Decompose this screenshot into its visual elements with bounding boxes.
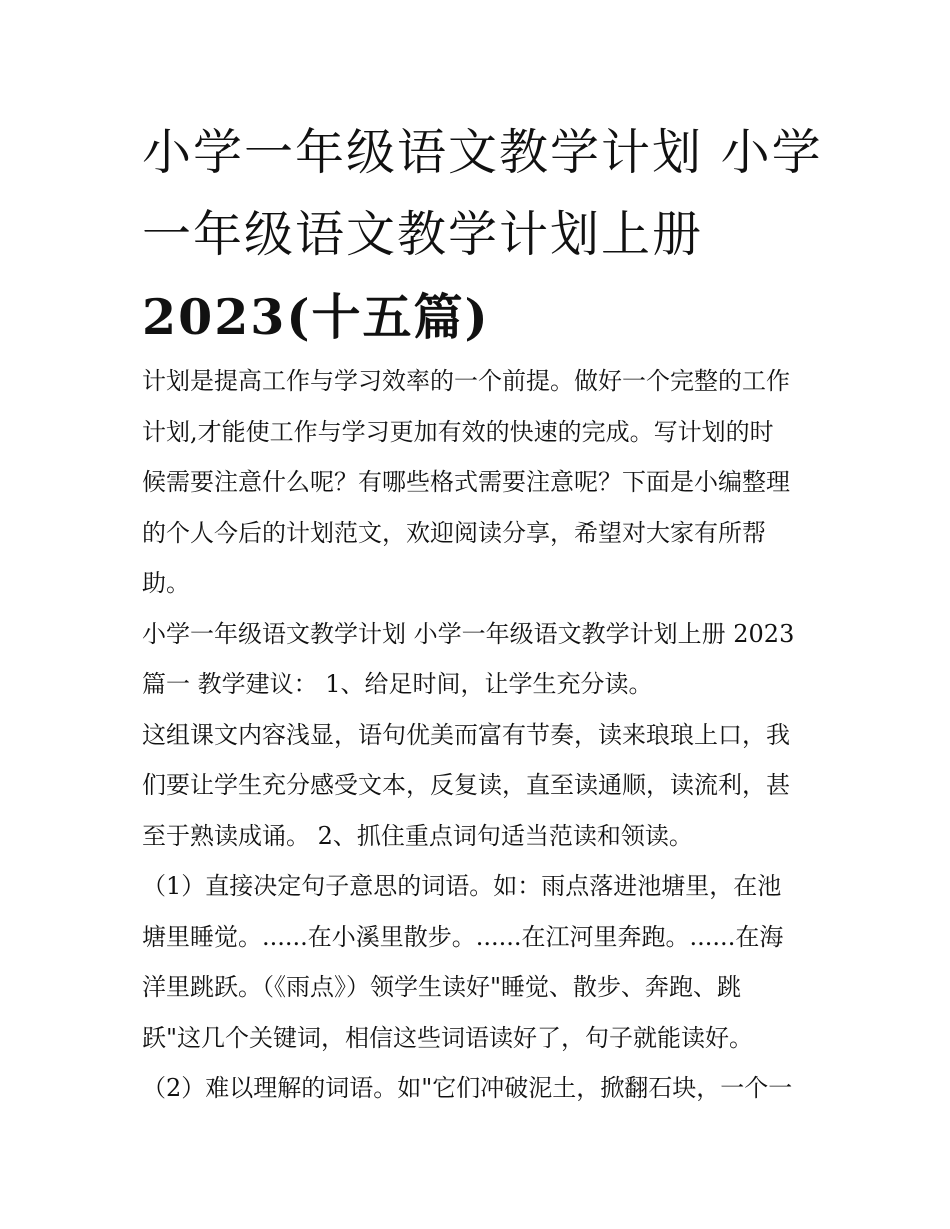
document-title (142, 112, 822, 358)
body-line: 篇一 教学建议： 1、给足时间，让学生充分读。 (142, 670, 653, 698)
document-body (142, 356, 822, 1114)
title-line: 小学一年级语文教学计划 小学 (142, 124, 823, 181)
body-line: 助。 (142, 569, 190, 597)
body-line: （1）直接决定句子意思的词语。如：雨点落进池塘里，在池 (142, 872, 782, 900)
body-line: 小学一年级语文教学计划 小学一年级语文教学计划上册 2023 (142, 619, 795, 648)
title-line: 2023(十五篇) (142, 288, 490, 346)
body-line: 计划是提高工作与学习效率的一个前提。做好一个完整的工作 (142, 367, 790, 395)
body-line: 候需要注意什么呢？有哪些格式需要注意呢？下面是小编整理 (142, 468, 790, 496)
title-line: 一年级语文教学计划上册 (142, 206, 704, 263)
body-line: 计划,才能使工作与学习更加有效的快速的完成。写计划的时 (142, 417, 774, 446)
body-line: （2）难以理解的词语。如"它们冲破泥土，掀翻石块，一个一 (142, 1074, 793, 1102)
body-line: 们要让学生充分感受文本，反复读，直至读通顺，读流利，甚 (142, 771, 790, 799)
body-line: 塘里睡觉。......在小溪里散步。......在江河里奔跑。......在海 (142, 922, 784, 951)
body-line: 这组课文内容浅显，语句优美而富有节奏，读来琅琅上口，我 (142, 720, 790, 749)
body-line: 至于熟读成诵。 2、抓住重点词句适当范读和领读。 (142, 821, 693, 850)
body-line: 跃"这几个关键词，相信这些词语读好了，句子就能读好。 (142, 1023, 754, 1052)
body-line: 的个人今后的计划范文，欢迎阅读分享，希望对大家有所帮 (142, 518, 766, 547)
body-line: 洋里跳跃。（《雨点》）领学生读好"睡觉、散步、奔跑、跳 (142, 973, 742, 1001)
